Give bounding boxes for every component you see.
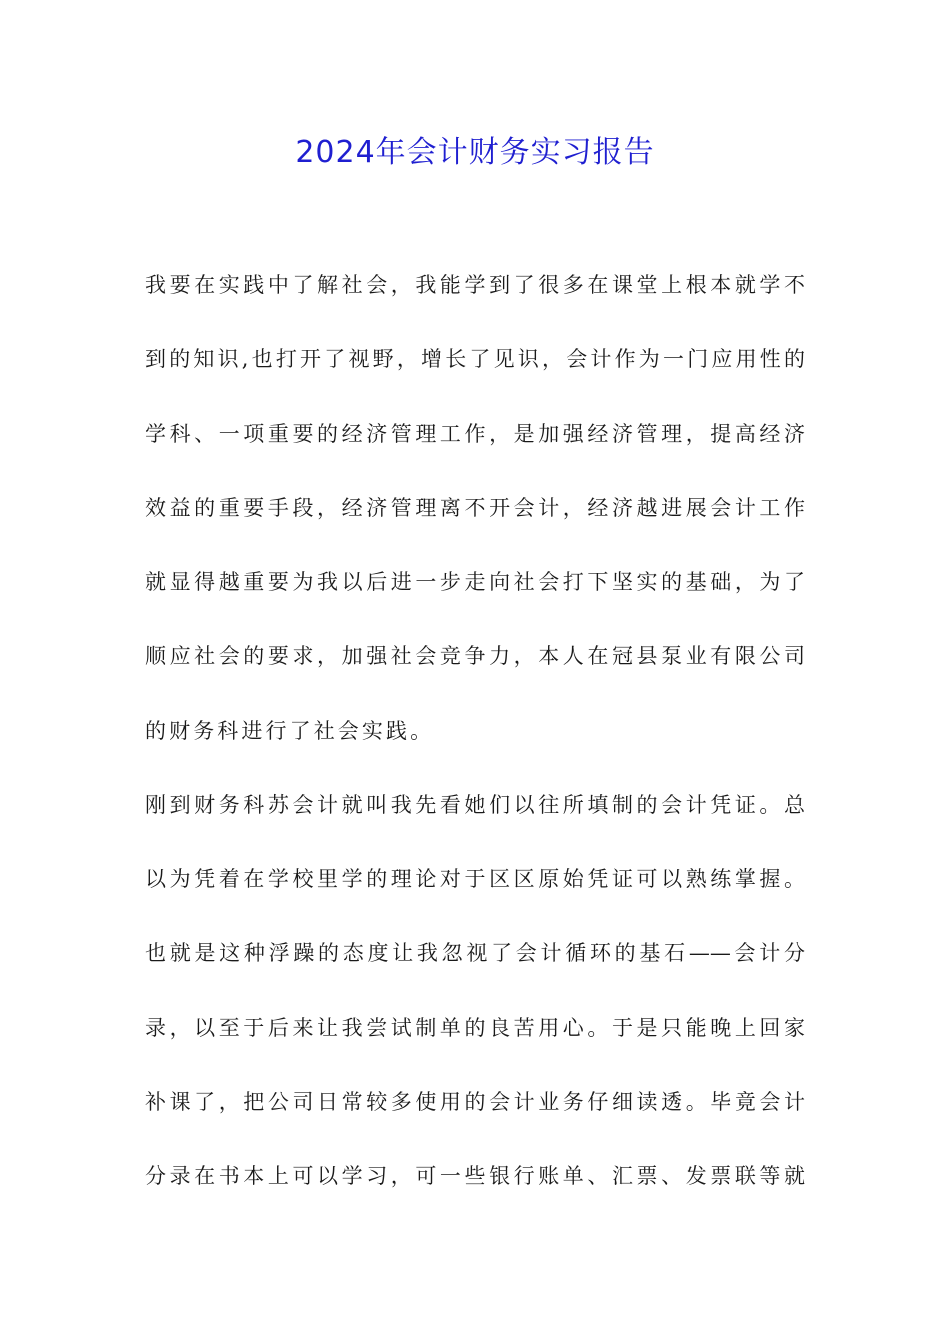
paragraph-line: 以为凭着在学校里学的理论对于区区原始凭证可以熟练掌握。 <box>145 867 805 891</box>
paragraph-line: 我要在实践中了解社会，我能学到了很多在课堂上根本就学不 <box>145 273 805 297</box>
paragraph-line: 效益的重要手段，经济管理离不开会计，经济越进展会计工作 <box>145 496 805 520</box>
paragraph-line: 也就是这种浮躁的态度让我忽视了会计循环的基石——会计分 <box>145 941 805 965</box>
paragraph-line: 补课了，把公司日常较多使用的会计业务仔细读透。毕竟会计 <box>145 1090 805 1114</box>
paragraph-line: 的财务科进行了社会实践。 <box>145 719 435 743</box>
paragraph-line: 顺应社会的要求，加强社会竞争力，本人在冠县泵业有限公司 <box>145 644 805 668</box>
paragraph-line: 学科、一项重要的经济管理工作，是加强经济管理，提高经济 <box>145 422 805 446</box>
paragraph-line: 就显得越重要为我以后进一步走向社会打下坚实的基础，为了 <box>145 570 805 594</box>
paragraph-line: 分录在书本上可以学习，可一些银行账单、汇票、发票联等就 <box>145 1164 805 1188</box>
paragraph-line: 到的知识,也打开了视野，增长了见识，会计作为一门应用性的 <box>145 347 805 371</box>
document-title: 2024年会计财务实习报告 <box>295 135 655 170</box>
paragraph-line: 刚到财务科苏会计就叫我先看她们以往所填制的会计凭证。总 <box>145 793 805 817</box>
paragraph-line: 录，以至于后来让我尝试制单的良苦用心。于是只能晚上回家 <box>145 1016 805 1040</box>
